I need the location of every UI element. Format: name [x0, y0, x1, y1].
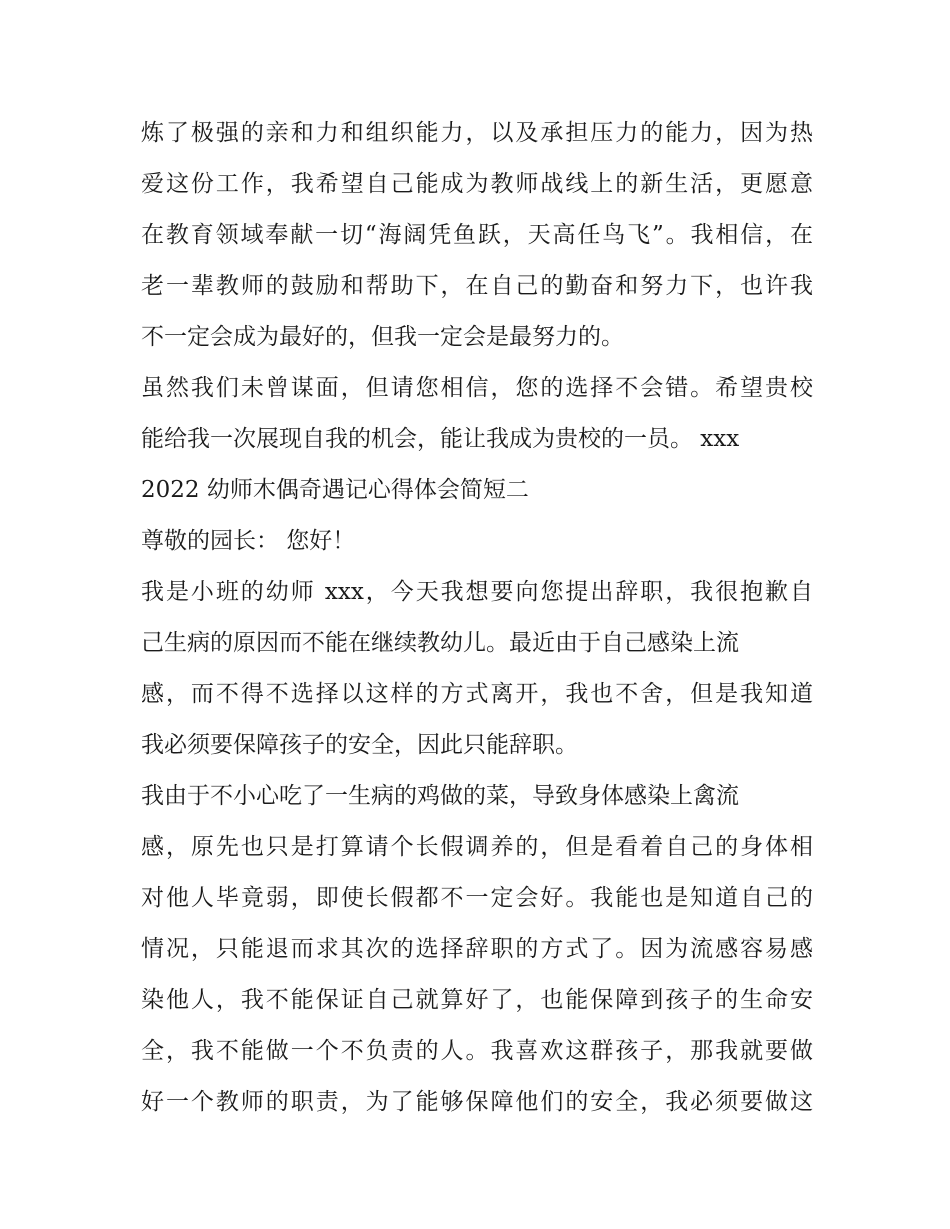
text-line: 我必须要保障孩子的安全，因此只能辞职。 [141, 732, 578, 758]
text-line: 染他人，我不能保证自己就算好了，也能保障到孩子的生命安 [141, 987, 813, 1013]
section-heading: 2022 幼师木偶奇遇记心得体会简短二 [141, 477, 529, 503]
text-line: 能给我一次展现自我的机会，能让我成为贵校的一员。 xxx [141, 426, 740, 452]
text-line: 炼了极强的亲和力和组织能力，以及承担压力的能力，因为热 [141, 120, 813, 146]
text-line: 不一定会成为最好的，但我一定会是最努力的。 [141, 324, 624, 350]
text-line: 爱这份工作，我希望自己能成为教师战线上的新生活，更愿意 [141, 171, 813, 197]
document-body [141, 108, 813, 1128]
text-line: 老一辈教师的鼓励和帮助下，在自己的勤奋和努力下，也许我 [141, 273, 813, 299]
text-line: 虽然我们未曾谋面，但请您相信，您的选择不会错。希望贵校 [141, 375, 813, 401]
text-line: 己生病的原因而不能在继续教幼儿。最近由于自己感染上流 [141, 630, 739, 656]
salutation: 尊敬的园长： 您好！ [141, 528, 356, 554]
text-line: 在教育领域奉献一切“海阔凭鱼跃，天高任鸟飞”。我相信，在 [141, 222, 813, 248]
text-line: 感，而不得不选择以这样的方式离开，我也不舍，但是我知道 [141, 681, 813, 707]
text-line: 我由于不小心吃了一生病的鸡做的菜，导致身体感染上禽流 [141, 783, 739, 809]
text-line: 对他人毕竟弱，即使长假都不一定会好。我能也是知道自己的 [141, 885, 813, 911]
text-line: 情况，只能退而求其次的选择辞职的方式了。因为流感容易感 [141, 936, 813, 962]
text-line: 全，我不能做一个不负责的人。我喜欢这群孩子，那我就要做 [141, 1038, 813, 1064]
text-line: 感，原先也只是打算请个长假调养的，但是看着自己的身体相 [141, 834, 813, 860]
text-line: 我是小班的幼师 xxx，今天我想要向您提出辞职，我很抱歉自 [141, 579, 813, 605]
text-line: 好一个教师的职责，为了能够保障他们的安全，我必须要做这 [141, 1089, 813, 1115]
